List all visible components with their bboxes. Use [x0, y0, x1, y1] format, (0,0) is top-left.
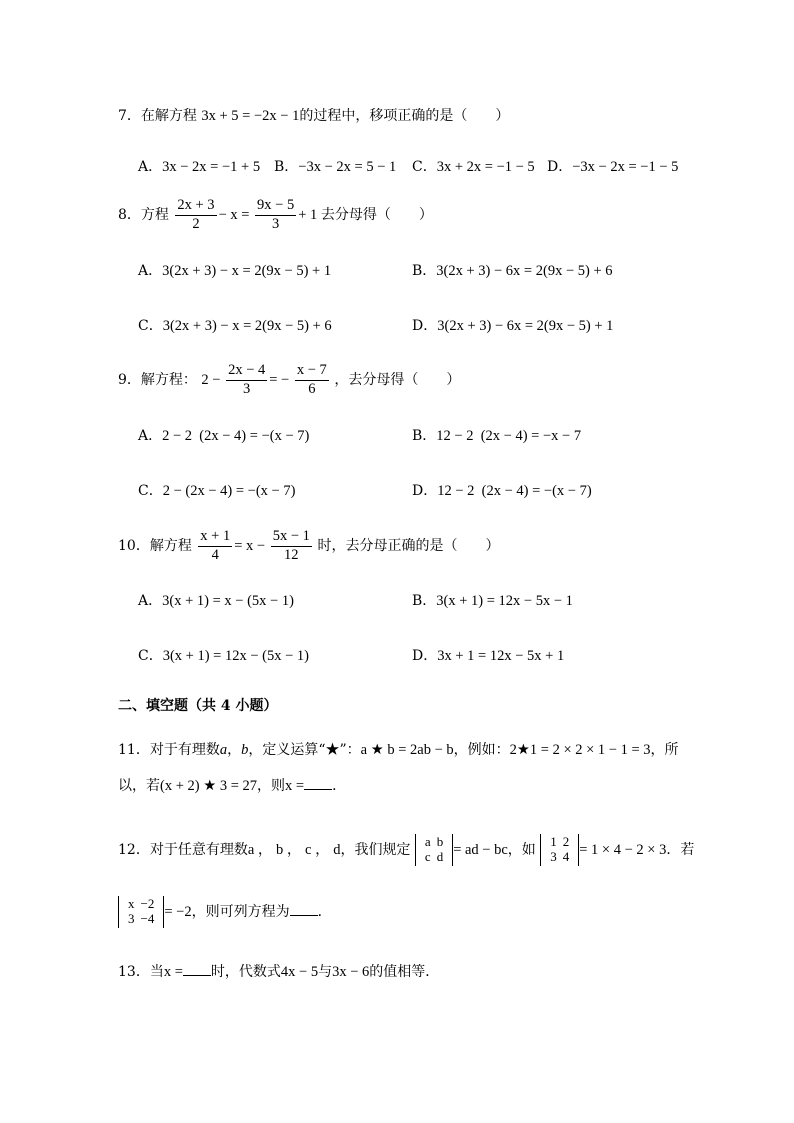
option-c: C．3(x + 1) = 12x − (5x − 1) [138, 648, 309, 664]
option-b: B．−3x − 2x = 5 − 1 [274, 159, 397, 175]
fraction: $\frac{2x - 4}{3}$ [228, 362, 266, 397]
fraction: $\frac{x - 7}{6}$ [296, 362, 327, 397]
question-number: 7． [118, 108, 141, 124]
determinant: 1 2 3 4 [540, 834, 579, 866]
question-7-stem: 7．在解方程 3x + 5 = −2x − 1的过程中，移项正确的是（ ） [118, 108, 510, 124]
question-number: 12． [118, 841, 150, 858]
question-number: 8． [118, 206, 141, 223]
option-a: A．3(x + 1) = x − (5x − 1) [138, 593, 294, 609]
fraction: $\frac{x + 1}{4}$ [200, 528, 231, 563]
fraction: $\frac{5x - 1}{12}$ [272, 528, 310, 563]
determinant: a b c d [415, 834, 453, 866]
question-9-stem: 9．解方程： 2 − $\frac{2x - 4}{3}$ = − $\frac{x - 7}{6}$ ，去分母得（ ） [118, 362, 461, 397]
option-d: D．12 − 2 (2x − 4) = −(x − 7) [412, 483, 592, 499]
option-d: D．−3x − 2x = −1 − 5 [547, 159, 679, 175]
option-a: A．2 − 2 (2x − 4) = −(x − 7) [138, 428, 310, 444]
question-8-stem: 8．方程 $\frac{2x + 3}{2}$ − x = $\frac{9x - 5}{3}$ + 1 去分母得（ ） [118, 197, 433, 232]
option-c: C．3(2x + 3) − x = 2(9x − 5) + 6 [138, 318, 332, 334]
option-b: B．12 − 2 (2x − 4) = −x − 7 [412, 428, 582, 444]
section-title: 二、填空题（共 4 小题） [118, 698, 278, 714]
question-number: 10． [118, 537, 150, 554]
question-10-stem: 10．解方程 $\frac{x + 1}{4}$ = x − $\frac{5x - 1}{12}$ 时，去分母正确的是（ ） [118, 528, 500, 563]
answer-blank[interactable] [290, 914, 318, 916]
question-number: 11． [118, 742, 150, 758]
fraction: $\frac{9x - 5}{3}$ [257, 197, 295, 232]
fraction: $\frac{2x + 3}{2}$ [177, 197, 215, 232]
option-a: A．3x − 2x = −1 + 5 [138, 159, 261, 175]
option-d: D．3x + 1 = 12x − 5x + 1 [412, 648, 565, 664]
question-13-stem: 13．当x = 时，代数式4x − 5与3x − 6的值相等． [118, 964, 440, 980]
answer-blank[interactable] [304, 788, 332, 790]
question-12-line1: 12．对于任意有理数a ， b ， c ， d，我们规定 a b c d = ad − bc，如 1 2 3 4 = 1 × 4 − 2 × 3．若 [118, 834, 695, 864]
option-c: C．3x + 2x = −1 − 5 [412, 159, 535, 175]
question-11-line2: 以，若(x + 2) ★ 3 = 27，则x = ． [118, 778, 347, 794]
option-b: B．3(x + 1) = 12x − 5x − 1 [412, 593, 573, 609]
option-a: A．3(2x + 3) − x = 2(9x − 5) + 1 [138, 263, 332, 279]
determinant: x −2 3 −4 [118, 896, 164, 928]
answer-blank[interactable] [183, 974, 211, 976]
question-number: 9． [118, 371, 141, 388]
option-d: D．3(2x + 3) − 6x = 2(9x − 5) + 1 [412, 318, 614, 334]
question-11-line1: 11．对于有理数a，b，定义运算“★”：a ★ b = 2ab − b，例如：2★1 = 2 × 2 × 1 − 1 = 3，所 [118, 742, 679, 758]
question-number: 13． [118, 964, 150, 980]
equation: 3x + 5 = −2x − 1 [201, 108, 300, 124]
option-b: B．3(2x + 3) − 6x = 2(9x − 5) + 6 [412, 263, 613, 279]
option-c: C．2 − (2x − 4) = −(x − 7) [138, 483, 296, 499]
question-12-line2: x −2 3 −4 = −2，则可列方程为 ． [118, 896, 332, 928]
